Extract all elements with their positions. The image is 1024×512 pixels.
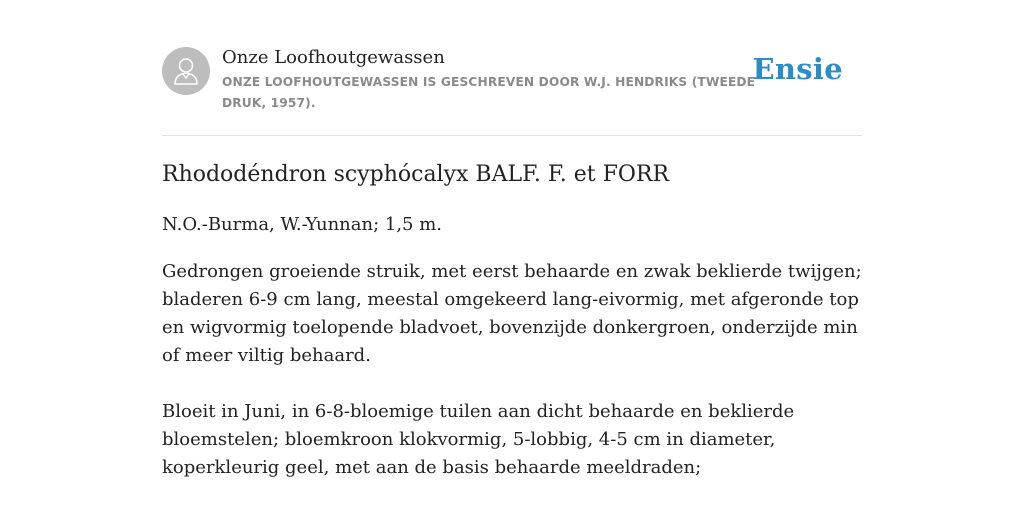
- entry-paragraph: N.O.-Burma, W.-Yunnan; 1,5 m.: [162, 214, 443, 235]
- divider: [162, 135, 862, 136]
- user-icon: [172, 56, 200, 86]
- entry-paragraph: Bloeit in Juni, in 6-8-bloemige tuilen aan dicht behaarde en beklierde bloemstelen; bloemkroon klokvormig, 5-lobbig, 4-5 cm in diameter, koperkleurig geel, met aan de basis behaarde meeldraden;: [162, 401, 795, 478]
- entry-paragraph: Gedrongen groeiende struik, met eerst behaarde en zwak beklierde twijgen; bladeren 6-9 cm lang, meestal omgekeerd lang-eivormig, met afgeronde top en wigvormig toelopende bladvoet, bovenzijde donkergroen, onderzijde min of meer viltig behaard.: [162, 261, 862, 366]
- source-header: [162, 46, 862, 116]
- source-title[interactable]: Onze Loofhoutgewassen: [222, 47, 445, 68]
- avatar[interactable]: [162, 47, 210, 95]
- entry-content: [162, 158, 867, 482]
- source-description: ONZE LOOFHOUTGEWASSEN IS GESCHREVEN DOOR W.J. HENDRIKS (TWEEDE DRUK, 1957).: [222, 75, 756, 110]
- entry-title: Rhododéndron scyphócalyx BALF. F. et FORR: [162, 162, 670, 187]
- ensie-logo[interactable]: Ensie: [752, 52, 843, 86]
